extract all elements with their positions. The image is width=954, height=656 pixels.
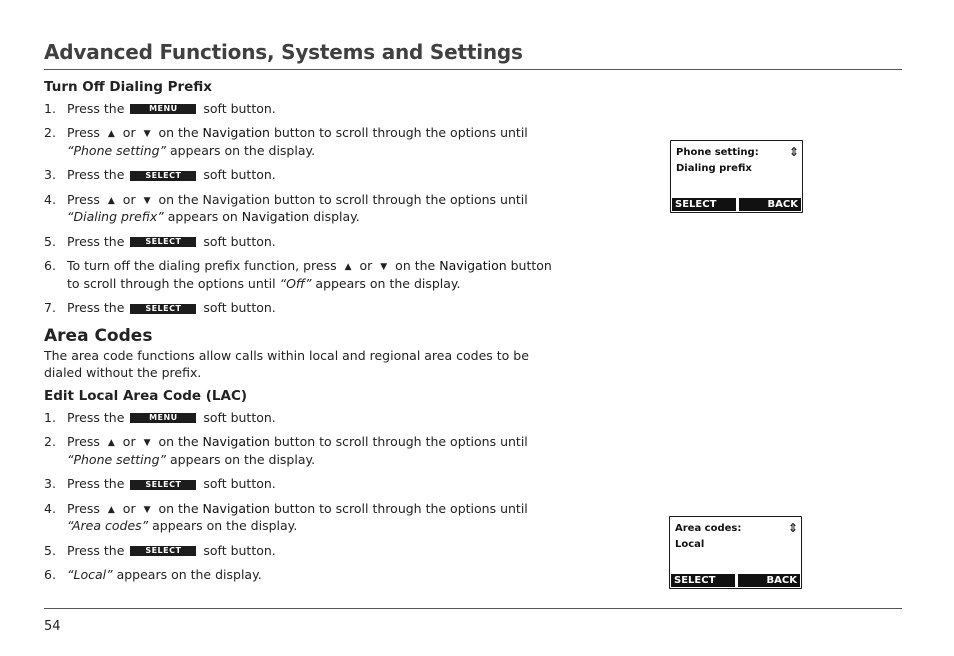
list-item [44, 192, 564, 226]
step-text: button to scroll through the options until [273, 500, 528, 516]
step-text: soft button. [203, 233, 276, 249]
step-number: 2. [44, 434, 56, 449]
navigation-label: Navigation [202, 125, 270, 140]
option-name: “Off” [279, 275, 312, 291]
step-text: soft button. [203, 409, 276, 425]
phone-setting-screen [670, 140, 803, 213]
screen-line-2: Dialing prefix [676, 163, 752, 174]
menu-key-icon: MENU [130, 413, 196, 423]
step-text: to scroll through the options until [67, 275, 276, 291]
step-text: appears on the display. [169, 451, 316, 467]
scroll-updown-icon: ⇕ [787, 521, 798, 535]
list-item [44, 543, 564, 560]
area-codes-heading: Area Codes [44, 325, 153, 346]
up-arrow-icon: ▲ [107, 438, 115, 448]
step-number: 5. [44, 542, 56, 558]
step-number: 6. [44, 258, 56, 273]
lac-steps [44, 410, 564, 584]
step-text: on the [395, 258, 436, 273]
down-arrow-icon: ▼ [143, 504, 151, 515]
menu-key-icon: MENU [130, 104, 196, 114]
step-text: button to scroll through the options until [273, 125, 528, 140]
list-item [44, 167, 564, 184]
up-arrow-icon: ▲ [107, 129, 115, 139]
back-softkey-label: BACK [739, 198, 801, 211]
step-number: 2. [44, 125, 56, 140]
step-text: on the Navigation button to scroll through the options until [158, 191, 528, 207]
step-text: Press [67, 500, 100, 516]
step-text: Press the [67, 100, 125, 116]
back-softkey-label: BACK [738, 574, 800, 587]
option-name: “Phone setting” [67, 451, 166, 467]
step-text: appears on the display. [152, 518, 298, 533]
list-item [44, 410, 564, 427]
step-number: 4. [44, 500, 56, 516]
step-text: display. [313, 209, 360, 224]
list-item [44, 434, 564, 468]
step-text: soft button. [203, 542, 276, 558]
option-name: “Phone setting” [67, 142, 166, 158]
select-key-icon: SELECT [130, 480, 196, 490]
step-number: 1. [44, 100, 56, 116]
select-key-icon: SELECT [130, 546, 196, 556]
step-number: 7. [44, 300, 56, 315]
main-content [44, 79, 564, 594]
screen-line-1: Area codes: [675, 523, 742, 534]
step-text: Press [67, 125, 100, 140]
select-softkey-label: SELECT [672, 198, 736, 211]
page-number: 54 [44, 619, 61, 634]
navigation-label: Navigation [439, 258, 507, 273]
step-text: or [122, 125, 136, 140]
step-number: 6. [44, 567, 56, 582]
up-arrow-icon: ▲ [107, 195, 115, 206]
step-text: Press the [67, 233, 125, 249]
list-item [44, 101, 564, 118]
list-item [44, 234, 564, 251]
list-item [44, 125, 564, 159]
step-text: appears on the display. [315, 275, 461, 291]
scroll-updown-icon: ⇕ [788, 145, 799, 159]
step-text: or [122, 434, 136, 449]
screen-line-1: Phone setting: [676, 147, 759, 158]
step-number: 1. [44, 409, 56, 425]
screen-line-2: Local [675, 539, 705, 550]
step-text: appears on the display. [169, 142, 316, 158]
step-text: Press the [67, 300, 125, 315]
step-text: or [122, 500, 136, 516]
step-text: Press [67, 434, 100, 449]
down-arrow-icon: ▼ [143, 195, 151, 206]
option-name: “Area codes” [67, 518, 149, 533]
step-text: soft button. [203, 100, 276, 116]
page-title: Advanced Functions, Systems and Settings [44, 40, 523, 64]
step-text: Press the [67, 409, 125, 425]
up-arrow-icon: ▲ [344, 262, 352, 272]
step-text: on the [158, 500, 199, 516]
step-text: on the [158, 125, 199, 140]
area-codes-intro: The area code functions allow calls within local and regional area codes to be dialed without the prefix. [44, 348, 529, 380]
up-arrow-icon: ▲ [107, 504, 115, 515]
step-text: Press [67, 191, 100, 207]
down-arrow-icon: ▼ [380, 262, 388, 272]
list-item [44, 300, 564, 317]
list-item [44, 567, 564, 584]
step-text: soft button. [203, 476, 276, 491]
edit-lac-heading: Edit Local Area Code (LAC) [44, 388, 248, 404]
select-key-icon: SELECT [130, 237, 196, 247]
select-key-icon: SELECT [130, 304, 196, 314]
turn-off-steps [44, 101, 564, 317]
step-text: appears on [167, 209, 238, 224]
down-arrow-icon: ▼ [143, 438, 151, 448]
navigation-label: Navigation [202, 500, 270, 516]
select-key-icon: SELECT [130, 171, 196, 181]
step-text: soft button. [203, 167, 276, 182]
option-name: “Dialing prefix” [67, 209, 164, 224]
select-softkey-label: SELECT [671, 574, 735, 587]
footer-divider [44, 608, 902, 609]
list-item [44, 476, 564, 493]
step-number: 3. [44, 167, 56, 182]
step-number: 5. [44, 233, 56, 249]
step-text: To turn off the dialing prefix function, press [67, 258, 337, 273]
step-text: or [122, 191, 136, 207]
option-name: “Local” [67, 567, 113, 582]
step-text: soft button. [203, 300, 276, 315]
list-item [44, 258, 564, 292]
turn-off-dialing-prefix-heading: Turn Off Dialing Prefix [44, 79, 213, 95]
step-text: Press the [67, 542, 125, 558]
step-text: appears on the display. [116, 567, 262, 582]
step-text: on the [158, 434, 199, 449]
area-codes-screen [669, 516, 802, 589]
navigation-label: Navigation [241, 209, 310, 224]
navigation-label: Navigation [202, 434, 270, 449]
step-text: button to scroll through the options until [273, 434, 528, 449]
step-number: 3. [44, 476, 56, 491]
down-arrow-icon: ▼ [143, 129, 151, 139]
list-item [44, 501, 564, 535]
step-text: or [359, 258, 373, 273]
step-number: 4. [44, 191, 56, 207]
step-text: button [510, 258, 552, 273]
header-divider [44, 69, 902, 70]
step-text: Press the [67, 167, 125, 182]
step-text: Press the [67, 476, 125, 491]
